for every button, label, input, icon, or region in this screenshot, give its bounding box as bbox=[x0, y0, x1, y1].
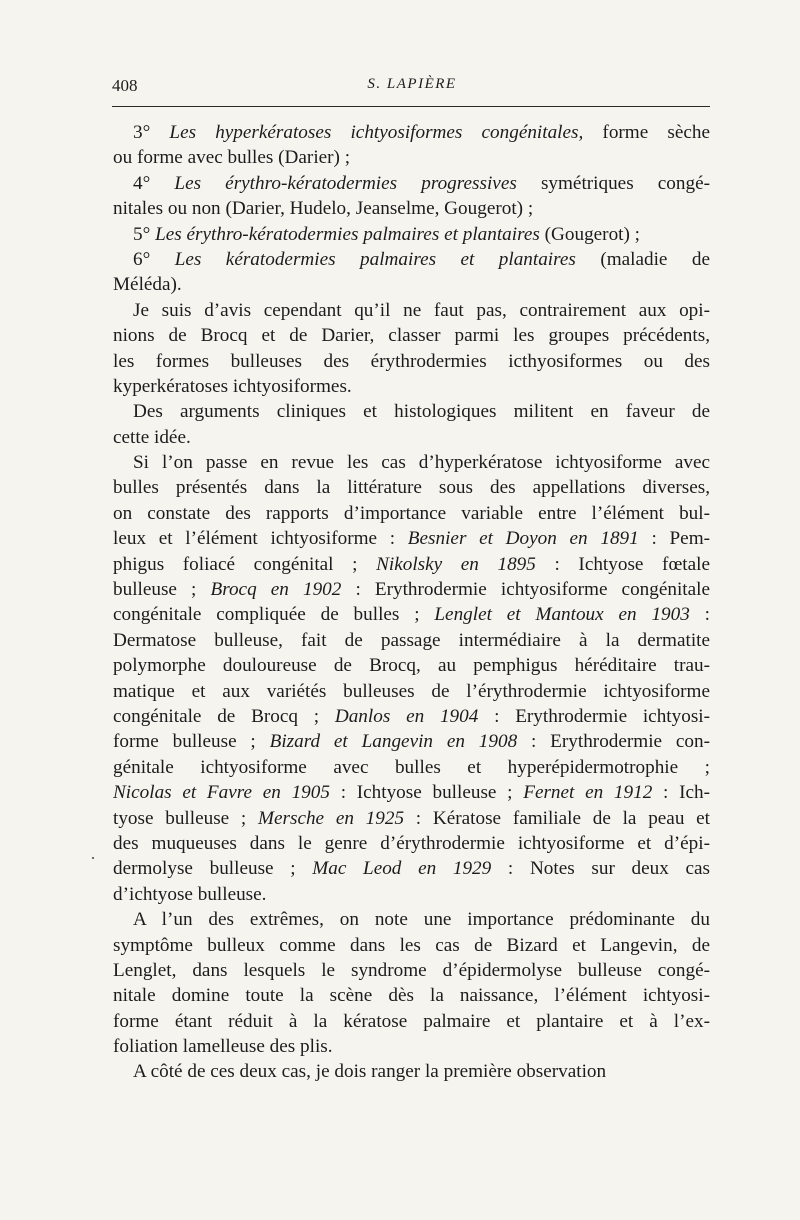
text-segment: : Erythrodermie con- bbox=[517, 731, 710, 753]
italic-citation: Les érythro-kératodermies palmaires et plantaires bbox=[155, 223, 540, 245]
italic-citation: Nikolsky en 1895 bbox=[376, 553, 536, 575]
italic-citation: Lenglet et Mantoux en 1903 bbox=[434, 604, 690, 626]
text-line bbox=[113, 323, 710, 348]
text-segment: kyperkératoses ichtyosiformes. bbox=[113, 375, 352, 397]
text-segment: bulles présentés dans la littérature sous des appellations diverses, bbox=[113, 477, 710, 499]
text-segment: A côté de ces deux cas, je dois ranger la première observation bbox=[133, 1061, 607, 1083]
text-segment: : Ich- bbox=[652, 782, 710, 804]
text-segment: forme bulleuse ; bbox=[113, 731, 270, 753]
text-segment: nions de Brocq et de Darier, classer parmi les groupes précédents, bbox=[113, 325, 710, 347]
text-line bbox=[113, 1009, 710, 1034]
text-line bbox=[113, 349, 710, 374]
text-segment: : Erythrodermie ichtyosiforme congénitale bbox=[341, 579, 710, 601]
text-line bbox=[113, 247, 710, 272]
text-segment: symétriques congé- bbox=[516, 172, 710, 194]
header-rule bbox=[112, 106, 710, 107]
text-line bbox=[113, 780, 710, 805]
text-segment: Méléda). bbox=[113, 274, 182, 296]
text-segment: bulleuse ; bbox=[113, 579, 211, 601]
text-segment: Des arguments cliniques et histologiques militent en faveur de bbox=[133, 401, 710, 423]
text-line bbox=[113, 628, 710, 653]
text-segment: A l’un des extrêmes, on note une importance prédominante du bbox=[133, 909, 710, 931]
text-segment: polymorphe douloureuse de Brocq, au pemphigus héréditaire trau- bbox=[113, 655, 710, 677]
italic-citation: Bizard et Langevin en 1908 bbox=[269, 731, 518, 753]
text-segment: : Erythrodermie ichtyosi- bbox=[478, 705, 710, 727]
text-line bbox=[113, 882, 710, 907]
text-line bbox=[113, 831, 710, 856]
text-segment: on constate des rapports d’importance variable entre l’élément bul- bbox=[113, 502, 710, 524]
text-line bbox=[113, 272, 710, 297]
text-line bbox=[113, 958, 710, 983]
text-line bbox=[113, 602, 710, 627]
text-line bbox=[113, 729, 710, 754]
text-segment: les formes bulleuses des érythrodermies icthyosiformes ou des bbox=[113, 350, 710, 372]
text-segment: : Notes sur deux cas bbox=[491, 858, 710, 880]
text-segment: phigus foliacé congénital ; bbox=[113, 553, 377, 575]
text-segment: cette idée. bbox=[113, 426, 191, 448]
page-header bbox=[112, 76, 712, 104]
text-segment: dermolyse bulleuse ; bbox=[113, 858, 313, 880]
text-segment: 4° bbox=[133, 172, 175, 194]
italic-citation: Fernet en 1912 bbox=[523, 782, 653, 804]
italic-citation: Nicolas et Favre en 1905 bbox=[113, 782, 330, 804]
text-line bbox=[113, 120, 710, 145]
text-segment: leux et l’élément ichtyosiforme : bbox=[113, 528, 408, 550]
text-line bbox=[113, 856, 710, 881]
text-segment: congénitale de Brocq ; bbox=[113, 705, 335, 727]
text-segment: 3° bbox=[133, 122, 170, 143]
text-line bbox=[113, 222, 710, 247]
text-segment: génitale ichtyosiforme avec bulles et hyperépidermotrophie ; bbox=[113, 756, 710, 778]
text-segment: : Pem- bbox=[638, 528, 710, 550]
text-segment: forme étant réduit à la kératose palmaire et plantaire et à l’ex- bbox=[113, 1010, 710, 1032]
text-line bbox=[113, 171, 710, 196]
text-segment: Dermatose bulleuse, fait de passage intermédiaire à la dermatite bbox=[113, 629, 710, 651]
text-segment: Si l’on passe en revue les cas d’hyperkératose ichtyosiforme avec bbox=[133, 452, 710, 474]
text-segment: 5° bbox=[133, 223, 156, 245]
text-line bbox=[113, 196, 710, 221]
text-line bbox=[113, 577, 710, 602]
italic-citation: Les kératodermies palmaires et plantaires bbox=[174, 248, 576, 270]
text-segment: 6° bbox=[133, 248, 175, 270]
text-line bbox=[113, 1059, 710, 1084]
italic-citation: Mac Leod en 1929 bbox=[312, 858, 492, 880]
text-segment: ou forme avec bulles (Darier) ; bbox=[113, 147, 351, 169]
page-number: 408 bbox=[112, 76, 138, 95]
text-line bbox=[113, 806, 710, 831]
text-segment: des muqueuses dans le genre d’érythrodermie ichtyosiforme et d’épi- bbox=[113, 832, 710, 854]
body-text bbox=[113, 120, 710, 1085]
text-line bbox=[113, 933, 710, 958]
text-line bbox=[113, 298, 710, 323]
text-line bbox=[113, 475, 710, 500]
text-segment: : Kératose familiale de la peau et bbox=[404, 807, 710, 829]
text-segment: (maladie de bbox=[575, 248, 710, 270]
text-segment: nitales ou non (Darier, Hudelo, Jeanselme, Gougerot) ; bbox=[113, 198, 534, 220]
text-segment: forme sèche bbox=[583, 122, 710, 143]
text-line bbox=[113, 552, 710, 577]
text-line bbox=[113, 501, 710, 526]
text-segment: : Ichtyose fœtale bbox=[535, 553, 710, 575]
text-segment: tyose bulleuse ; bbox=[113, 807, 259, 829]
text-line bbox=[113, 399, 710, 424]
running-head: S. LAPIÈRE bbox=[367, 76, 457, 92]
italic-citation: Besnier et Doyon en 1891 bbox=[407, 528, 639, 550]
text-segment: : Ichtyose bulleuse ; bbox=[329, 782, 524, 804]
text-segment: foliation lamelleuse des plis. bbox=[113, 1036, 333, 1058]
italic-citation: Les hyperkératoses ichtyosiformes congénitales, bbox=[169, 122, 584, 143]
text-line bbox=[113, 450, 710, 475]
text-line bbox=[113, 907, 710, 932]
text-line bbox=[113, 983, 710, 1008]
text-segment: (Gougerot) ; bbox=[539, 223, 641, 245]
text-line bbox=[113, 145, 710, 170]
text-segment: : bbox=[689, 604, 710, 626]
text-line bbox=[113, 526, 710, 551]
text-line bbox=[113, 653, 710, 678]
text-segment: Lenglet, dans lesquels le syndrome d’épidermolyse bulleuse congé- bbox=[113, 959, 710, 981]
text-line bbox=[113, 425, 710, 450]
text-segment: symptôme bulleux comme dans les cas de Bizard et Langevin, de bbox=[113, 934, 710, 956]
text-segment: matique et aux variétés bulleuses de l’érythrodermie ichtyosiforme bbox=[113, 680, 710, 702]
text-segment: congénitale compliquée de bulles ; bbox=[113, 604, 435, 626]
text-line bbox=[113, 755, 710, 780]
text-segment: d’ichtyose bulleuse. bbox=[113, 883, 267, 905]
text-line bbox=[113, 374, 710, 399]
text-line bbox=[113, 704, 710, 729]
italic-citation: Les érythro-kératodermies progressives bbox=[174, 172, 517, 194]
margin-mark: · bbox=[90, 848, 96, 868]
text-segment: nitale domine toute la scène dès la naissance, l’élément ichtyosi- bbox=[113, 985, 710, 1007]
italic-citation: Mersche en 1925 bbox=[258, 807, 405, 829]
italic-citation: Danlos en 1904 bbox=[334, 705, 479, 727]
text-segment: Je suis d’avis cependant qu’il ne faut pas, contrairement aux opi- bbox=[133, 299, 710, 321]
text-line bbox=[113, 679, 710, 704]
italic-citation: Brocq en 1902 bbox=[210, 579, 342, 601]
text-line bbox=[113, 1034, 710, 1059]
